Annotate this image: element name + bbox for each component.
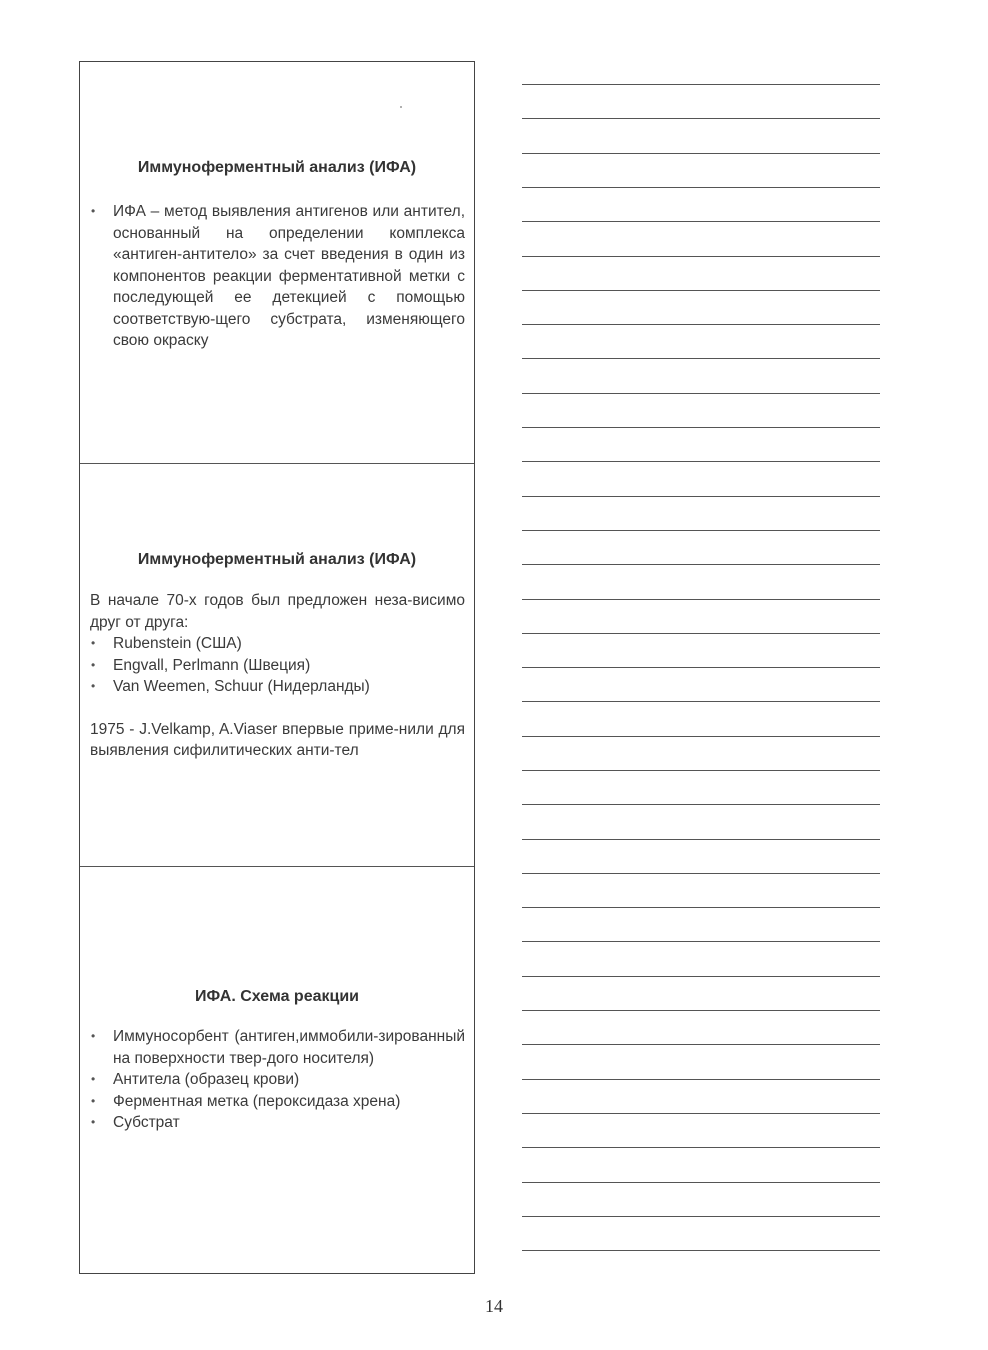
note-line xyxy=(522,1010,880,1011)
note-line xyxy=(522,427,880,428)
note-line xyxy=(522,873,880,874)
list-item: • Van Weemen, Schuur (Нидерланды) xyxy=(90,676,465,698)
note-line xyxy=(522,358,880,359)
page-number: 14 xyxy=(485,1296,503,1316)
note-line xyxy=(522,187,880,188)
slide-1-body xyxy=(90,201,465,352)
note-line xyxy=(522,1182,880,1183)
note-line xyxy=(522,839,880,840)
list-item: • Rubenstein (США) xyxy=(90,633,465,655)
slide-2-bullet-list xyxy=(90,633,465,698)
list-item: • Антитела (образец крови) xyxy=(90,1069,465,1091)
note-line xyxy=(522,1250,880,1251)
slide-2-title: Иммуноферментный анализ (ИФА) xyxy=(137,551,417,568)
slide-3-title: ИФА. Схема реакции xyxy=(195,988,359,1005)
note-lines-area xyxy=(522,0,880,1300)
note-line xyxy=(522,804,880,805)
note-line xyxy=(522,1044,880,1045)
note-line xyxy=(522,153,880,154)
note-line xyxy=(522,118,880,119)
slide-1-title: Иммуноферментный анализ (ИФА) xyxy=(137,159,417,176)
note-line xyxy=(522,393,880,394)
note-line xyxy=(522,1216,880,1217)
note-line xyxy=(522,496,880,497)
note-line xyxy=(522,941,880,942)
slide-2-intro: В начале 70-х годов был предложен неза-висимо друг от друга: xyxy=(90,592,465,631)
note-line xyxy=(522,633,880,634)
list-item: • Иммуносорбент (антиген,иммобили-зированный на поверхности твер-дого носителя) xyxy=(90,1026,465,1069)
list-item: • Ферментная метка (пероксидаза хрена) xyxy=(90,1091,465,1113)
list-item: • Engvall, Perlmann (Швеция) xyxy=(90,655,465,677)
note-line xyxy=(522,221,880,222)
note-line xyxy=(522,736,880,737)
note-line xyxy=(522,461,880,462)
slide-2-body xyxy=(90,590,465,762)
note-line xyxy=(522,599,880,600)
note-line xyxy=(522,770,880,771)
note-line xyxy=(522,530,880,531)
note-line xyxy=(522,907,880,908)
note-line xyxy=(522,1113,880,1114)
spacer xyxy=(90,698,465,719)
note-line xyxy=(522,290,880,291)
note-line xyxy=(522,324,880,325)
note-line xyxy=(522,564,880,565)
slide-2-note: 1975 - J.Velkamp, A.Viaser впервые приме-нили для выявления сифилитических анти-тел xyxy=(90,720,465,759)
note-line xyxy=(522,256,880,257)
note-line xyxy=(522,84,880,85)
slide-1 xyxy=(80,62,474,464)
slide-3-body xyxy=(90,1026,465,1134)
note-line xyxy=(522,1079,880,1080)
note-line xyxy=(522,701,880,702)
slide-1-bullet-list xyxy=(90,201,465,352)
list-item: • Субстрат xyxy=(90,1112,465,1134)
speck-mark xyxy=(400,106,402,108)
note-line xyxy=(522,976,880,977)
slide-3 xyxy=(80,867,474,1273)
slide-3-bullet-list xyxy=(90,1026,465,1134)
slides-column xyxy=(79,61,475,1274)
slide-2 xyxy=(80,464,474,867)
note-line xyxy=(522,667,880,668)
note-line xyxy=(522,1147,880,1148)
list-item: • ИФА – метод выявления антигенов или антител, основанный на определении комплекса «антиген-антитело» за счет введения в один из компонентов реакции ферментативной метки с последующей ее детекцией с помощью соответствую-щего субстрата, изменяющего свою окраску xyxy=(90,201,465,352)
